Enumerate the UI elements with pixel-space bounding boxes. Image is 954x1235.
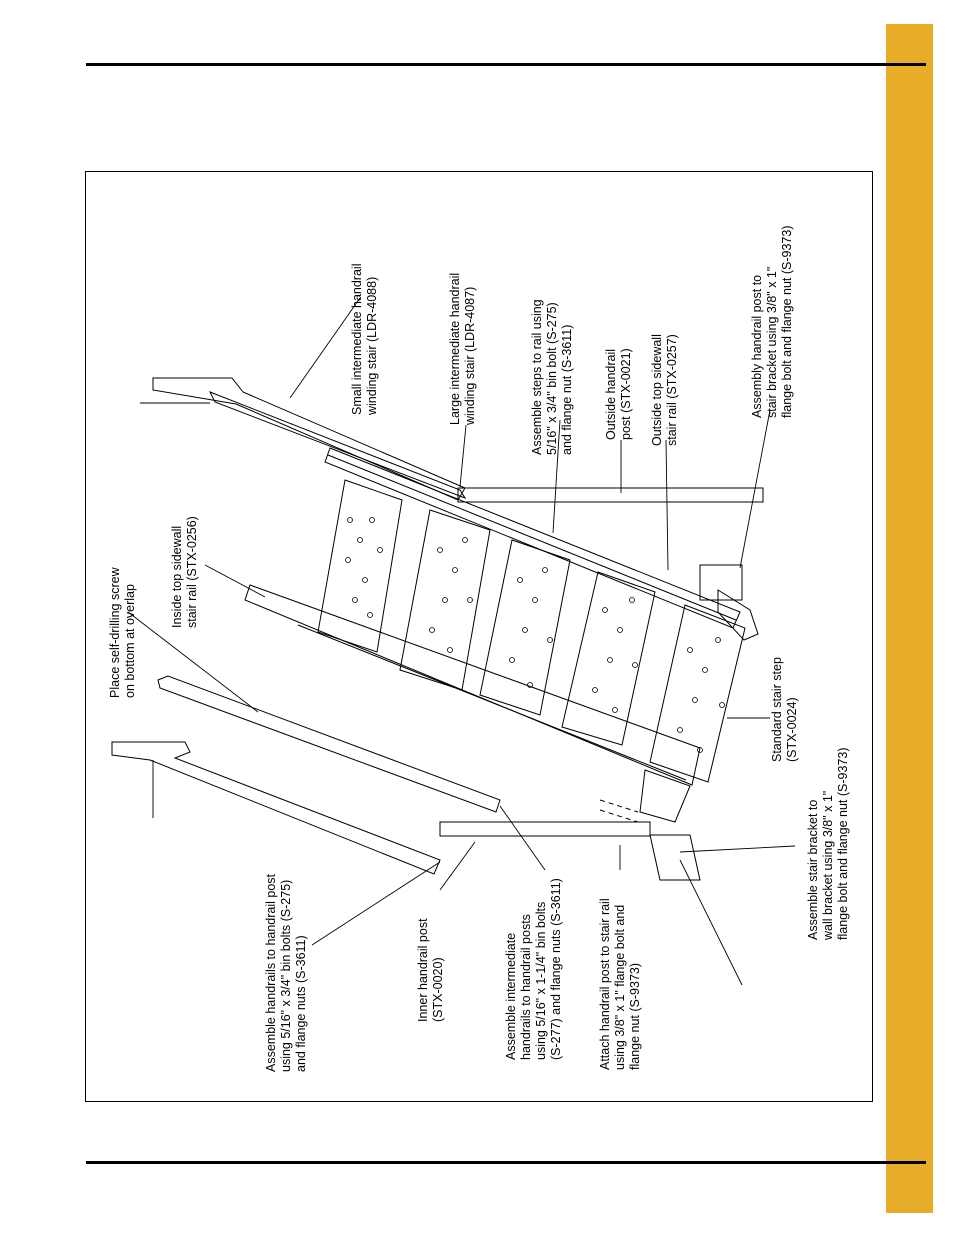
large-intermediate-handrail <box>210 392 465 498</box>
label-handrails-to-handrail-post: Assemble handrails to handrail post using 5/16" x 3/4" bin bolts (S-275) and flange nuts (S-3611) <box>264 873 308 1072</box>
upper-stair-bracket <box>700 565 742 600</box>
inner-handrail-post <box>440 822 650 836</box>
label-intermediate-handrails-to-posts: Assemble intermediate handrails to handrail posts using 5/16" x 1-1/4" bin bolts (S-277) and flange nuts (S-3611) <box>504 878 563 1060</box>
label-attach-handrail-post-to-rail: Attach handrail post to stair rail using 3/8" x 1" flange bolt and flange nut (S-9373) <box>598 898 642 1070</box>
stair-steps <box>318 480 745 782</box>
label-large-intermediate-handrail: Large intermediate handrail winding stair (LDR-4087) <box>448 272 477 425</box>
outside-handrail-post <box>458 488 763 502</box>
label-self-drilling-screw: Place self-drilling screw on bottom at overlap <box>108 567 137 698</box>
inside-stair-rail <box>245 585 700 785</box>
label-assembly-handrail-post-to-bracket: Assembly handrail post to stair bracket using 3/8" x 1" flange bolt and flange nut (S-9373) <box>750 225 794 418</box>
label-assemble-steps-to-rail: Assemble steps to rail using 5/16" x 3/4" bin bolt (S-275) and flange nut (S-3611) <box>530 299 574 455</box>
label-stair-bracket-to-wall-bracket: Assemble stair bracket to wall bracket using 3/8" x 1" flange bolt and flange nut (S-9373) <box>806 747 850 940</box>
label-inside-top-sidewall-rail: Inside top sidewall stair rail (STX-0256) <box>170 516 199 628</box>
label-outside-handrail-post: Outside handrail post (STX-0021) <box>604 348 633 440</box>
label-inner-handrail-post: Inner handrail post (STX-0020) <box>416 918 445 1022</box>
label-outside-top-sidewall-rail: Outside top sidewall stair rail (STX-0257) <box>650 334 679 446</box>
label-standard-stair-step: Standard stair step (STX-0024) <box>770 657 799 762</box>
inside-rail-extension <box>640 770 690 822</box>
label-small-intermediate-handrail: Small intermediate handrail winding stair (LDR-4088) <box>350 263 379 415</box>
left-intermediate-handrail <box>158 676 500 812</box>
left-handrail <box>112 742 440 874</box>
small-intermediate-handrail <box>153 378 465 500</box>
wall-bracket <box>650 835 700 880</box>
